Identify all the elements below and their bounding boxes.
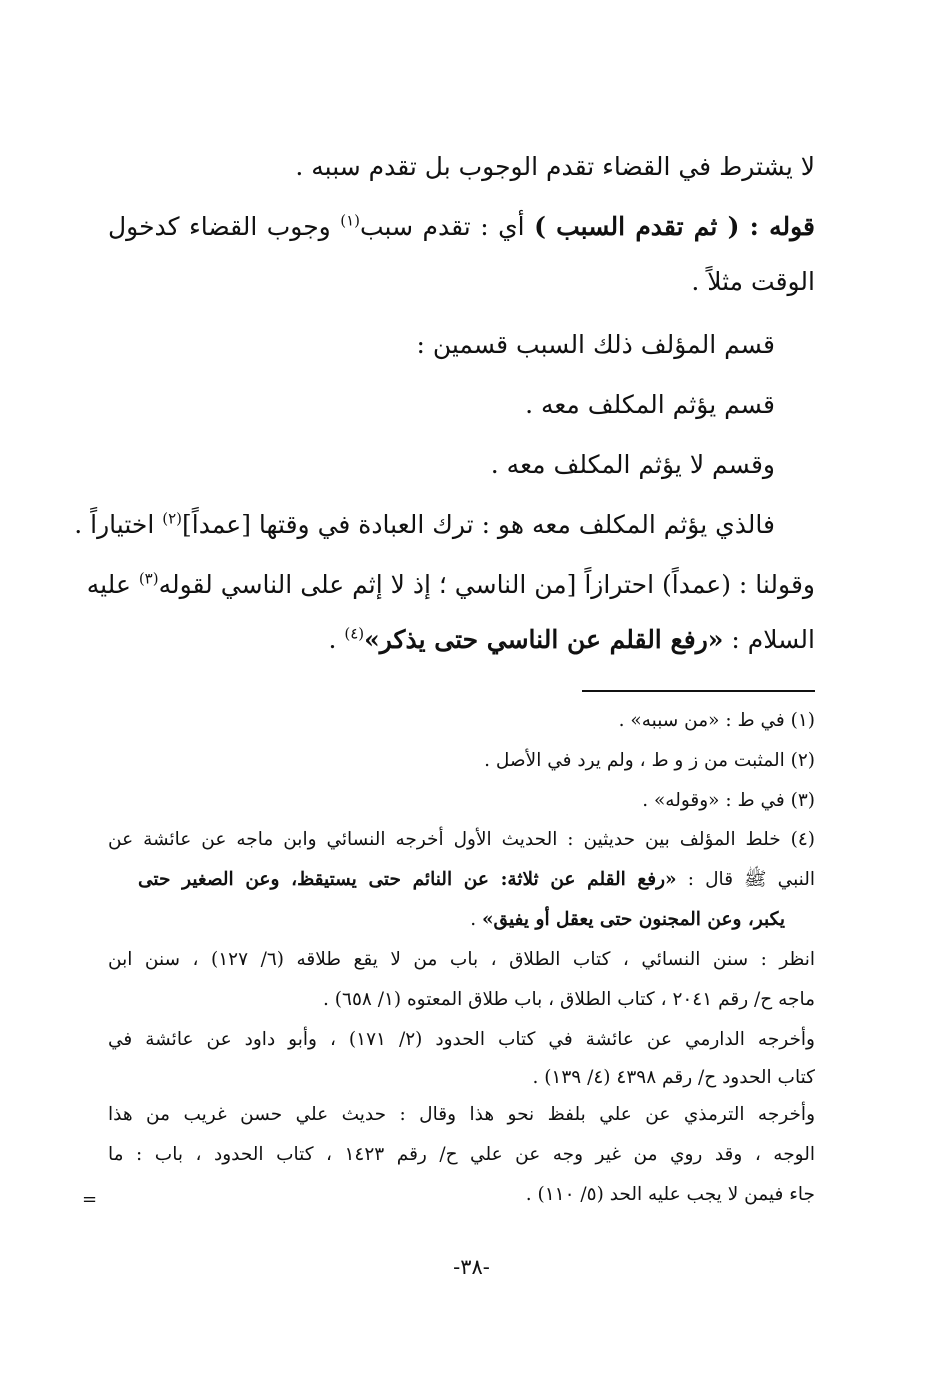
footnote-ref-3: (٣) [138,569,159,588]
footnote-4-line-2: النبي ﷺ قال : «رفع القلم عن ثلاثة: عن النائم حتى يستيقظ، وعن الصغير حتى [138,869,816,890]
footnote-2: (٢) المثبت من ز و ط ، ولم يرد في الأصل . [484,750,815,771]
body-line-9: السلام : «رفع القلم عن الناسي حتى يذكر»$^{(٤)}$ . [328,624,815,654]
footnote-4-line-4: انظر : سنن النسائي ، كتاب الطلاق ، باب من لا يقع طلاقه (٦/ ١٢٧) ، سنن ابن [108,949,815,970]
body-line-7: فالذي يؤثم المكلف معه هو : ترك العبادة في وقتها [عمداً]$^{(٢)}$ اختياراً . [74,509,775,539]
body-line-4: قسم المؤلف ذلك السبب قسمين : [416,330,775,359]
footnote-4-line-9: الوجه ، وقد روي من غير وجه عن علي ح/ رقم ١٤٢٣ ، كتاب الحدود ، باب : ما [108,1144,815,1165]
footnote-ref-2: (٢) [162,509,183,528]
quote-term: قوله : ( ثم تقدم السبب ) [534,212,815,241]
body-line-3: الوقت مثلاً . [691,267,815,296]
footnote-4-line-7: كتاب الحدود ح/ رقم ٤٣٩٨ (٤/ ١٣٩) . [532,1067,815,1088]
footnote-4-line-6: وأخرجه الدارمي عن عائشة في كتاب الحدود (٢/ ١٧١) ، وأبو داود عن عائشة في [108,1029,815,1050]
footnote-4-line-5: ماجه ح/ رقم ٢٠٤١ ، كتاب الطلاق ، باب طلاق المعتوه (١/ ٦٥٨) . [323,989,815,1010]
footnote-4-line-8: وأخرجه الترمذي عن علي بلفظ نحو هذا وقال : حديث علي حسن غريب من هذا [108,1104,815,1125]
footnote-ref-1: (١) [340,211,360,230]
body-line-5: قسم يؤثم المكلف معه . [525,390,775,419]
body-line-6: وقسم لا يؤثم المكلف معه . [490,450,775,479]
body-line-1: لا يشترط في القضاء تقدم الوجوب بل تقدم سببه . [295,152,815,181]
footnote-4-line-3: يكبر، وعن المجنون حتى يعقل أو يفيق» . [470,909,785,930]
footnote-1: (١) في ط : «من سببه» . [618,710,815,731]
footnote-3: (٣) في ط : «وقوله» . [642,790,815,811]
continuation-mark: = [82,1189,98,1210]
footnote-ref-4: (٤) [344,624,365,643]
hadith-quote: «رفع القلم عن الناسي حتى يذكر» [364,625,724,654]
hadith-quote-footnote: «رفع القلم عن ثلاثة: عن النائم حتى يستيقظ، وعن الصغير حتى [138,869,677,890]
page-number: -٣٨- [453,1255,490,1279]
body-line-2: قوله : ( ثم تقدم السبب ) أي : تقدم سبب$^{(١)}$ وجوب القضاء كدخول [108,211,815,241]
body-line-8: وقولنا : (عمداً) احترازاً [من الناسي ؛ إذ لا إثم على الناسي لقوله$^{(٣)}$ عليه [86,569,815,599]
footnote-separator [582,690,815,692]
footnote-4-line-10: جاء فيمن لا يجب عليه الحد (٥/ ١١٠) . [525,1184,815,1205]
footnote-4-line-1: (٤) خلط المؤلف بين حديثين : الحديث الأول أخرجه النسائي وابن ماجه عن عائشة عن [108,829,815,850]
